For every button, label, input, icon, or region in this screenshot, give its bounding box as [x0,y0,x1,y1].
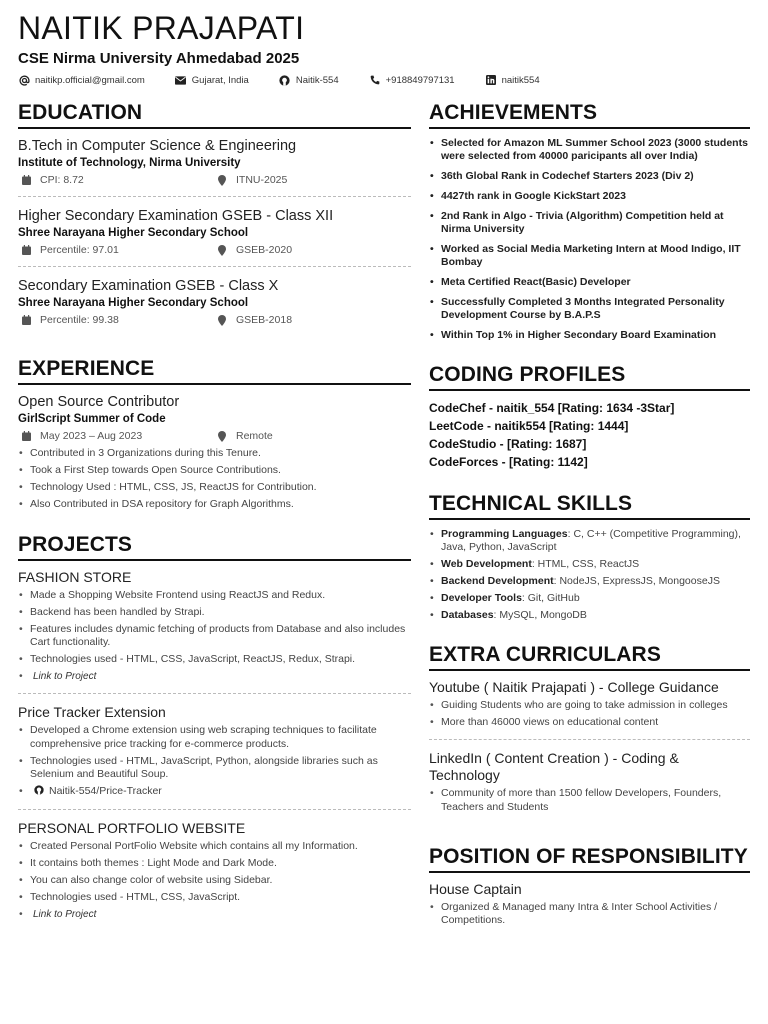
extra-bullets [429,787,750,814]
map-pin-icon [217,431,227,441]
experience-bullets [18,447,411,512]
coding-profile-line: CodeChef - naitik_554 [Rating: 1634 -3Star] [429,401,675,415]
project-entry [18,704,411,810]
achievements-heading: ACHIEVEMENTS [429,100,750,129]
experience-location: Remote [236,430,273,442]
list-item [429,558,750,571]
education-degree: Higher Secondary Examination GSEB - Class XII [18,208,334,224]
list-item: • 2nd Rank in Algo - Trivia (Algorithm) Competition held at Nirma University [429,210,750,236]
education-institute: Institute of Technology, Nirma University [18,157,241,169]
list-item: • Successfully Completed 3 Months Integrated Personality Development Course by B.A.P.S [429,296,750,322]
list-item: • Technologies used - HTML, JavaScript, Python, alongside libraries such as Selenium and Beautiful Soup. [18,755,411,782]
contact-github-text: Naitik-554 [295,74,339,86]
contact-email[interactable] [18,74,145,86]
list-item: • Guiding Students who are going to take admission in colleges [429,699,750,713]
technical-skills-heading: TECHNICAL SKILLS [429,491,750,520]
skill-value: : MySQL, MongoDB [493,609,587,621]
responsibility-section [429,844,750,928]
list-item: • Features includes dynamic fetching of products from Database and also includes Cart functionality. [18,623,411,650]
calendar-icon [21,315,31,325]
skill-label: Programming Languages [441,528,568,540]
map-pin-icon [217,175,227,185]
education-board: GSEB-2018 [236,314,293,326]
envelope-icon [175,74,187,86]
experience-meta [18,428,411,444]
extra-curriculars-section [429,642,750,824]
list-item: • Contributed in 3 Organizations during this Tenure. [18,447,411,461]
extra-curriculars-heading: EXTRA CURRICULARS [429,642,750,671]
resume-header [18,10,758,86]
calendar-icon [21,245,31,255]
education-meta [18,312,411,328]
skills-list [429,528,750,622]
responsibility-heading: POSITION OF RESPONSIBILITY [429,844,750,873]
contact-linkedin-text: naitik554 [501,74,540,86]
extra-bullets [429,699,750,730]
map-pin-icon [217,315,227,325]
contact-location-text: Gujarat, India [191,74,249,86]
education-board: GSEB-2020 [236,244,293,256]
list-item: • 36th Global Rank in Codechef Starters 2023 (Div 2) [429,170,750,183]
candidate-subtitle: CSE Nirma University Ahmedabad 2025 [18,50,300,67]
list-item: • Selected for Amazon ML Summer School 2023 (3000 students were selected from 40000 paricipants all over India) [429,137,750,163]
list-item [429,592,750,605]
skill-value: : HTML, CSS, ReactJS [531,558,640,570]
project-bullets [18,840,411,922]
list-item: • Backend has been handled by Strapi. [18,606,411,620]
skill-label: Web Development [441,558,532,570]
list-item [429,609,750,622]
list-item [429,528,750,554]
list-item: • Meta Certified React(Basic) Developer [429,276,750,289]
candidate-name: NAITIK PRAJAPATI [18,10,305,46]
education-degree: Secondary Examination GSEB - Class X [18,278,279,294]
experience-section [18,356,411,512]
education-institute: Shree Narayana Higher Secondary School [18,297,249,309]
responsibility-role: House Captain [429,880,522,897]
list-item: • Also Contributed in DSA repository for Graph Algorithms. [18,498,411,512]
skill-label: Backend Development [441,575,554,587]
contact-github[interactable] [279,74,339,86]
list-item: • Within Top 1% in Higher Secondary Board Examination [429,329,750,342]
list-item: • You can also change color of website using Sidebar. [18,874,411,888]
list-item: • Worked as Social Media Marketing Intern at Mood Indigo, IIT Bombay [429,243,750,269]
achievements-section [429,100,750,342]
experience-heading: EXPERIENCE [18,356,411,385]
map-pin-icon [217,245,227,255]
project-bullets [18,724,411,800]
coding-profiles-heading: CODING PROFILES [429,362,750,391]
list-item: • Community of more than 1500 fellow Developers, Founders, Teachers and Students [429,787,750,814]
education-board: ITNU-2025 [236,174,288,186]
list-item: • It contains both themes : Light Mode and Dark Mode. [18,857,411,871]
education-heading: EDUCATION [18,100,411,129]
responsibility-bullets [429,901,750,928]
calendar-icon [21,431,31,441]
education-entry [18,207,411,267]
education-score: Percentile: 99.38 [40,314,119,326]
list-item: • Made a Shopping Website Frontend using ReactJS and Redux. [18,589,411,603]
contact-phone-text: +918849797131 [385,74,455,86]
github-icon [34,785,44,800]
project-bullets [18,589,411,684]
skill-value: : NodeJS, ExpressJS, MongooseJS [553,575,720,587]
list-item: • Developed a Chrome extension using web scraping techniques to facilitate comprehensive price tracking for e-commerce products. [18,724,411,751]
education-score: Percentile: 97.01 [40,244,119,256]
list-item: • Technologies used - HTML, CSS, JavaScript, ReactJS, Redux, Strapi. [18,653,411,667]
calendar-icon [21,175,31,185]
project-link[interactable]: • Link to Project [18,670,411,684]
education-score: CPI: 8.72 [40,174,84,186]
achievements-list [429,137,750,342]
project-entry [18,569,411,695]
github-icon [279,74,291,86]
projects-section [18,532,411,932]
skill-label: Databases [441,609,494,621]
contact-linkedin[interactable] [485,74,540,86]
extra-entry-name: LinkedIn ( Content Creation ) - Coding & Technology [429,750,679,783]
list-item [429,575,750,588]
linkedin-icon [485,74,497,86]
extra-entry [429,750,750,824]
list-item: • Technologies used - HTML, CSS, JavaScript. [18,891,411,905]
coding-profile-line: CodeStudio - [Rating: 1687] [429,437,587,451]
contact-email-text: naitikp.official@gmail.com [35,74,145,86]
list-item: • Organized & Managed many Intra & Inter School Activities / Competitions. [429,901,750,928]
education-section [18,100,411,336]
skill-value: : C, C++ (Competitive Programming), Java, Python, JavaScript [441,528,741,553]
education-degree: B.Tech in Computer Science & Engineering [18,138,297,154]
coding-profile-line: CodeForces - [Rating: 1142] [429,455,588,469]
coding-profiles-section [429,362,750,471]
at-icon [18,74,30,86]
project-repo-text: Naitik-554/Price-Tracker [49,785,162,797]
education-meta [18,172,411,188]
education-entry [18,277,411,336]
list-item: • Created Personal PortFolio Website which contains all my Information. [18,840,411,854]
skill-label: Developer Tools [441,592,522,604]
project-name: PERSONAL PORTFOLIO WEBSITE [18,820,246,836]
phone-icon [369,74,381,86]
coding-profile-line: LeetCode - naitik554 [Rating: 1444] [429,419,629,433]
project-name: Price Tracker Extension [18,704,166,720]
projects-heading: PROJECTS [18,532,411,561]
list-item: • Technology Used : HTML, CSS, JS, ReactJS for Contribution. [18,481,411,495]
left-column [18,100,411,951]
list-item: • 4427th rank in Google KickStart 2023 [429,190,750,203]
right-column [429,100,750,948]
contact-bar [18,74,758,86]
extra-entry-name: Youtube ( Naitik Prajapati ) - College Guidance [429,679,719,695]
education-meta [18,242,411,258]
extra-entry [429,679,750,740]
experience-role: Open Source Contributor [18,394,180,410]
project-entry [18,820,411,931]
experience-org: GirlScript Summer of Code [18,413,166,425]
education-entry [18,137,411,197]
list-item: • More than 46000 views on educational content [429,716,750,730]
contact-location [175,74,249,86]
experience-dates: May 2023 – Aug 2023 [40,430,143,442]
technical-skills-section [429,491,750,622]
project-name: FASHION STORE [18,568,132,585]
project-link[interactable]: • Link to Project [18,908,411,922]
education-institute: Shree Narayana Higher Secondary School [18,227,249,239]
contact-phone[interactable] [369,74,455,86]
list-item: • Took a First Step towards Open Source Contributions. [18,464,411,478]
skill-value: : Git, GitHub [521,592,580,604]
project-repo-link[interactable] [18,785,411,800]
